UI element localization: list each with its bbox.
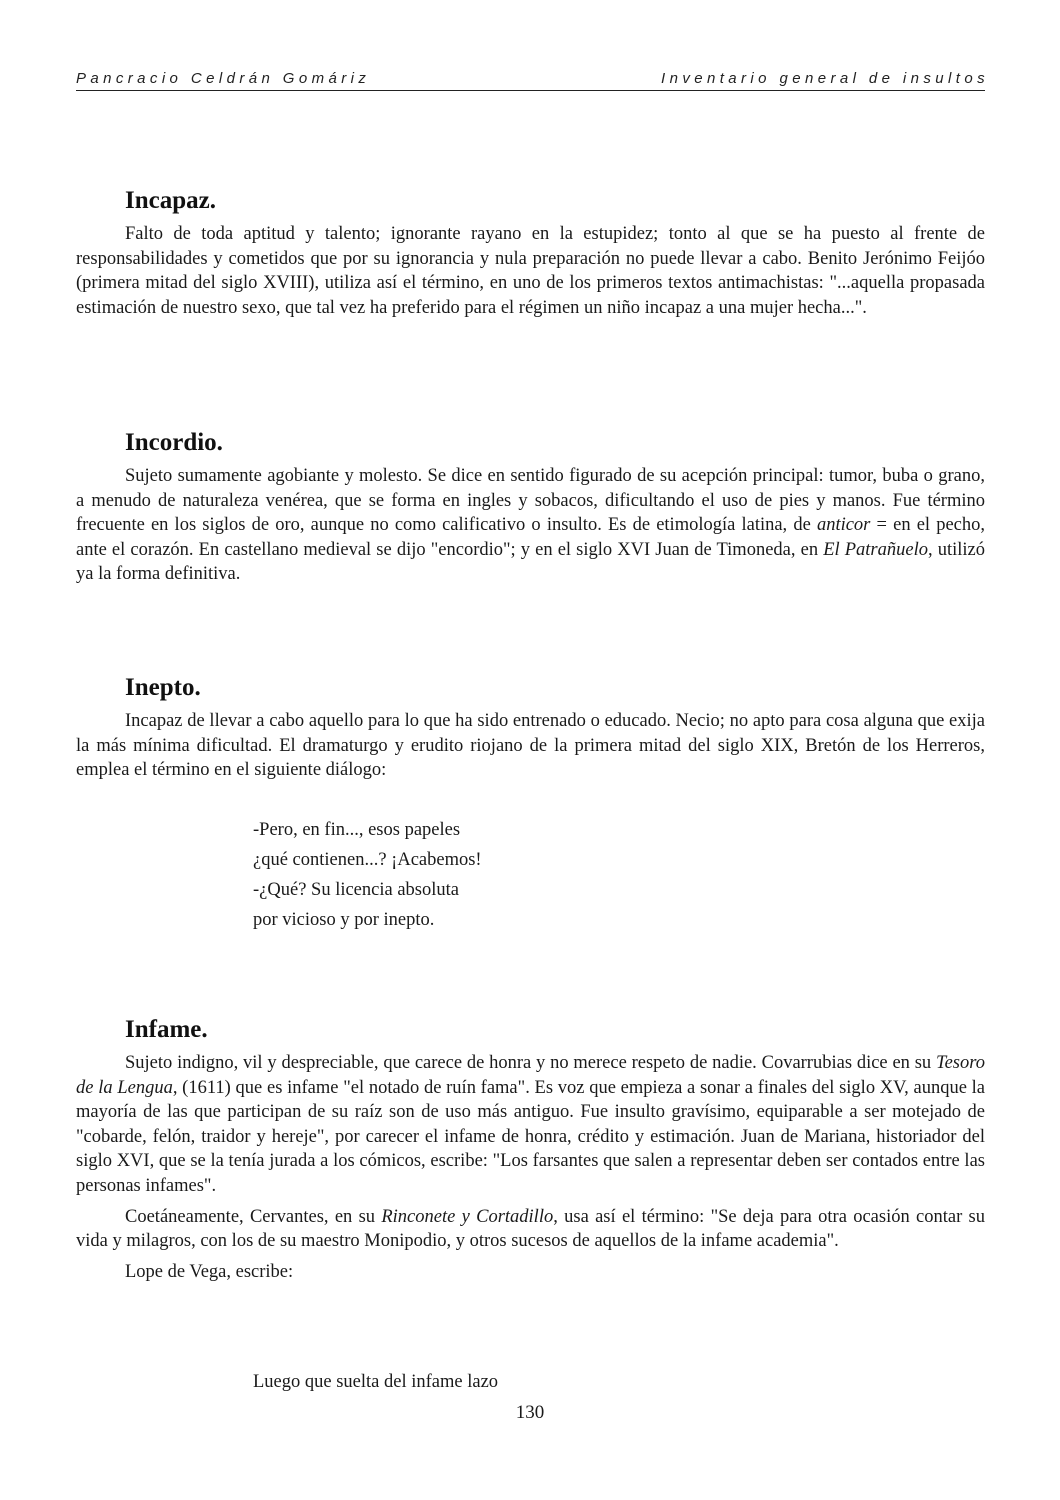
entry-term: Incapaz. bbox=[125, 187, 216, 214]
entry-paragraph: Coetáneamente, Cervantes, en su Rinconete y Cortadillo, usa así el término: "Se deja para otra ocasión contar su vida y milagros, con los de su maestro Monipodio, y otros sucesos de aquellos de la infame academia". bbox=[76, 1206, 985, 1252]
entry-term: Incordio. bbox=[125, 429, 223, 456]
entry-incordio bbox=[76, 428, 985, 593]
header-author: Pancracio Celdrán Gomáriz bbox=[76, 70, 371, 87]
entry-term: Infame. bbox=[125, 1016, 208, 1043]
verse-line: ¿qué contienen...? ¡Acabemos! bbox=[253, 850, 482, 870]
entry-inepto bbox=[76, 673, 985, 789]
page-number: 130 bbox=[515, 1402, 545, 1423]
entry-paragraph: Incapaz de llevar a cabo aquello para lo que ha sido entrenado o educado. Necio; no apto para cosa alguna que exija la más mínima dificultad. El dramaturgo y erudito riojano de la primera mitad del siglo XIX, Bretón de los Herreros, emplea el término en el siguiente diálogo: bbox=[76, 711, 985, 781]
entry-paragraph: Sujeto indigno, vil y despreciable, que carece de honra y no merece respeto de nadie. Covarrubias dice en su Tesoro de la Lengua, (1611) que es infame "el notado de ruín fama". Es voz que empieza a sonar a finales del siglo XV, aunque la mayoría de las que participan de su raíz son de uso más antiguo. Fue insulto gravísimo, equiparable a ser motejado de "cobarde, felón, traidor y hereje", por carecer el infame de honra, crédito y estimación. Juan de Mariana, historiador del siglo XVI, que se la tenía jurada a los cómicos, escribe: "Los farsantes que salen a representar deben ser contados entre las personas infames". bbox=[76, 1053, 986, 1196]
entry-paragraph: Lope de Vega, escribe: bbox=[125, 1261, 294, 1282]
verse-line: -Pero, en fin..., esos papeles bbox=[253, 820, 461, 840]
verse-line: por vicioso y por inepto. bbox=[253, 910, 435, 930]
verse-quote bbox=[253, 1367, 498, 1397]
entry-incapaz bbox=[76, 186, 985, 326]
verse-line: -¿Qué? Su licencia absoluta bbox=[253, 880, 459, 900]
verse-quote bbox=[253, 815, 482, 935]
entry-paragraph: Sujeto sumamente agobiante y molesto. Se dice en sentido figurado de su acepción principal: tumor, buba o grano, a menudo de naturaleza venérea, que se forma en ingles y sobacos, dificultando el uso de pies y manos. Fue término frecuente en los siglos de oro, aunque no como calificativo o insulto. Es de etimología latina, de anticor = en el pecho, ante el corazón. En castellano medieval se dijo "encordio"; y en el siglo XVI Juan de Timoneda, en El Patrañuelo, utilizó ya la forma definitiva. bbox=[76, 466, 986, 585]
entry-infame bbox=[76, 1015, 985, 1290]
header-book-title: Inventario general de insultos bbox=[661, 70, 989, 87]
verse-line: Luego que suelta del infame lazo bbox=[253, 1372, 499, 1392]
entry-term: Inepto. bbox=[125, 674, 201, 701]
entry-paragraph: Falto de toda aptitud y talento; ignorante rayano en la estupidez; tonto al que se ha puesto al frente de responsabilidades y cometidos que por su ignorancia y nula preparación no puede llevar a cabo. Benito Jerónimo Feijóo (primera mitad del siglo XVIII), utiliza así el término, en uno de los primeros textos antimachistas: "...aquella propasada estimación de nuestro sexo, que tal vez ha preferido para el régimen un niño incapaz a una mujer hecha...". bbox=[76, 224, 985, 318]
running-header bbox=[76, 70, 989, 91]
